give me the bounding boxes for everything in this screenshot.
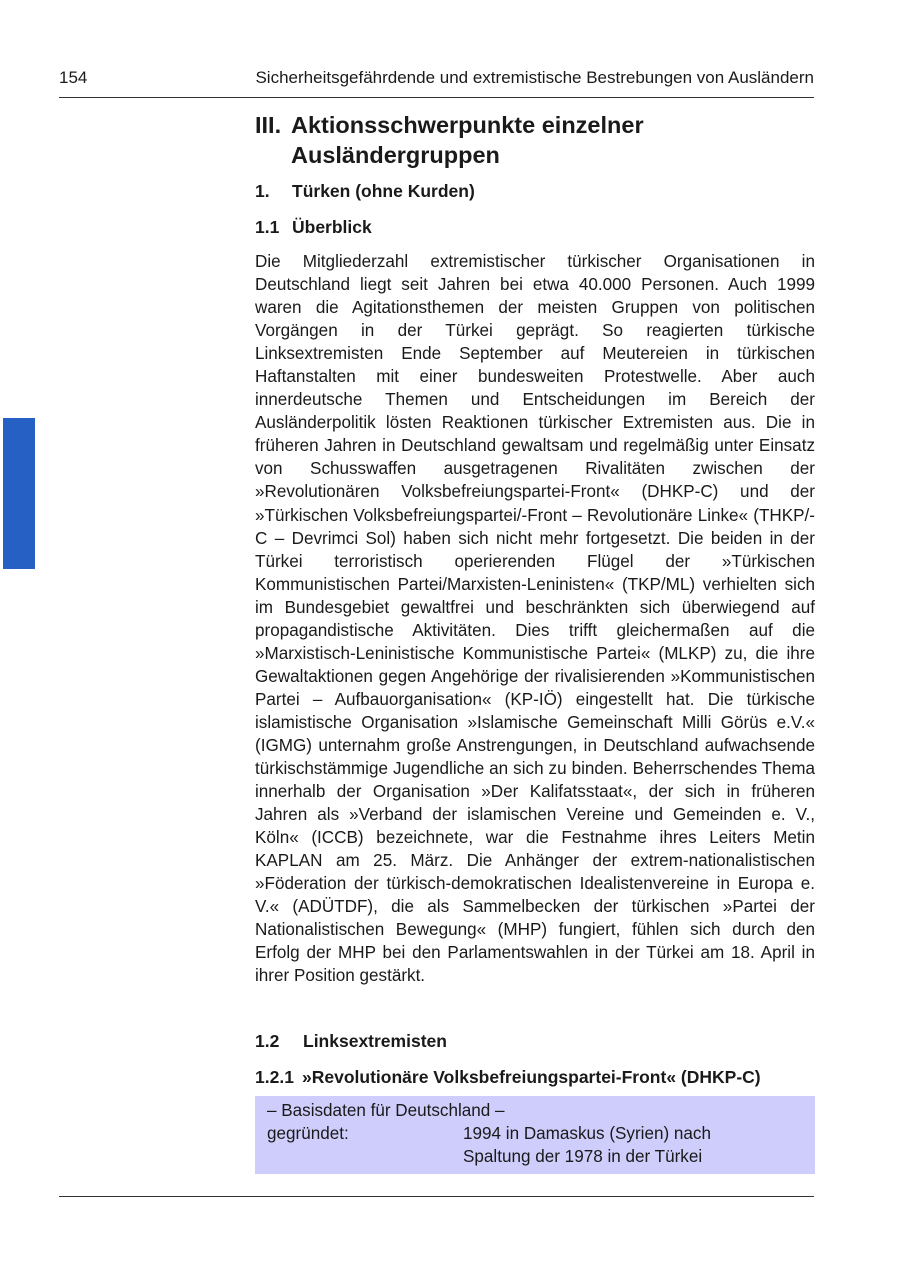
- overview-paragraph: Die Mitgliederzahl extremistischer türkischer Organisationen in Deutschland liegt seit Jahren bei etwa 40.000 Personen. Auch 1999 waren die Agitationsthemen der meisten Gruppen von politischen Vorgängen in der Türkei geprägt. So reagierten türkische Linksextremisten Ende September auf Meutereien in türkischen Haftanstalten mit einer bundesweiten Protestwelle. Aber auch innerdeutsche Themen und Entscheidungen im Bereich der Ausländerpolitik lösten Reaktionen türkischer Extremisten aus. Die in früheren Jahren in Deutschland gewaltsam und regelmäßig unter Einsatz von Schusswaffen ausgetragenen Rivalitäten zwischen der »Revolutionären Volksbefreiungspartei-Front« (DHKP-C) und der »Türkischen Volksbefreiungspartei/-Front – Revolutionäre Linke« (THKP/-C – Devrimci Sol) haben sich nicht mehr fortgesetzt. Die beiden in der Türkei terroristisch operierenden Flügel der »Türkischen Kommunistischen Partei/Marxisten-Leninisten« (TKP/ML) verhielten sich im Bundesgebiet gewaltfrei und beschränkten sich überwiegend auf propagandistische Aktivitäten. Dies trifft gleichermaßen auf die »Marxistisch-Leninistische Kommunistische Partei« (MLKP) zu, die ihre Gewaltaktionen gegen Angehörige der rivalisierenden »Kommunistischen Partei – Aufbauorganisation« (KP-IÖ) eingestellt hat. Die türkische islamistische Organisation »Islamische Gemeinschaft Milli Görüs e.V.« (IGMG) unternahm große Anstrengungen, in Deutschland aufwachsende türkischstämmige Jugendliche an sich zu binden. Beherrschendes Thema innerhalb der Organisation »Der Kalifatsstaat«, der sich in früheren Jahren als »Verband der islamischen Vereine und Gemeinden e. V., Köln« (ICCB) bezeichnete, war die Festnahme ihres Leiters Metin KAPLAN am 25. März. Die Anhänger der extrem-nationalistischen »Föderation der türkisch-demokratischen Idealistenvereine in Europa e. V.« (ADÜTDF), die als Sammelbecken der türkischen »Partei der Nationalistischen Bewegung« (MHP) fungiert, fühlen sich durch den Erfolg der MHP bei den Parlamentswahlen in der Türkei am 18. April in ihrer Position gestärkt.: [255, 252, 815, 986]
- running-head: Sicherheitsgefährdende und extremistische Bestrebungen von Ausländern: [255, 68, 814, 87]
- infobox-row-founded: [267, 1122, 815, 1168]
- infobox-value-line1: 1994 in Damaskus (Syrien) nach: [463, 1124, 711, 1143]
- header-rule: [59, 97, 814, 98]
- chapter-title-line1: Aktionsschwerpunkte einzelner: [291, 112, 644, 138]
- footer-rule: [59, 1196, 814, 1197]
- chapter-heading: [255, 110, 815, 170]
- basisdaten-infobox: [255, 1096, 815, 1174]
- chapter-number: III.: [255, 112, 282, 138]
- section-number: 1.1: [255, 217, 280, 237]
- section-number: 1.: [255, 181, 270, 201]
- section-title: »Revolutionäre Volksbefreiungspartei-Front« (DHKP-C): [302, 1067, 761, 1087]
- chapter-title-line2: Ausländergruppen: [291, 142, 500, 168]
- section-title: Türken (ohne Kurden): [292, 181, 475, 201]
- chapter-side-tab: [3, 418, 35, 569]
- section-heading-1-2: [255, 1030, 447, 1052]
- section-number: 1.2.1: [255, 1067, 294, 1087]
- infobox-value-line2: Spaltung der 1978 in der Türkei: [463, 1147, 703, 1166]
- infobox-value: [463, 1122, 711, 1168]
- section-title: Überblick: [292, 217, 372, 237]
- section-heading-1-2-1: [255, 1066, 761, 1088]
- section-heading-1-1: [255, 216, 372, 238]
- infobox-label: gegründet:: [267, 1124, 349, 1143]
- section-number: 1.2: [255, 1031, 280, 1051]
- section-heading-1: [255, 180, 475, 202]
- page-number: 154: [59, 68, 88, 87]
- section-title: Linksextremisten: [303, 1031, 447, 1051]
- infobox-heading: – Basisdaten für Deutschland –: [267, 1101, 505, 1120]
